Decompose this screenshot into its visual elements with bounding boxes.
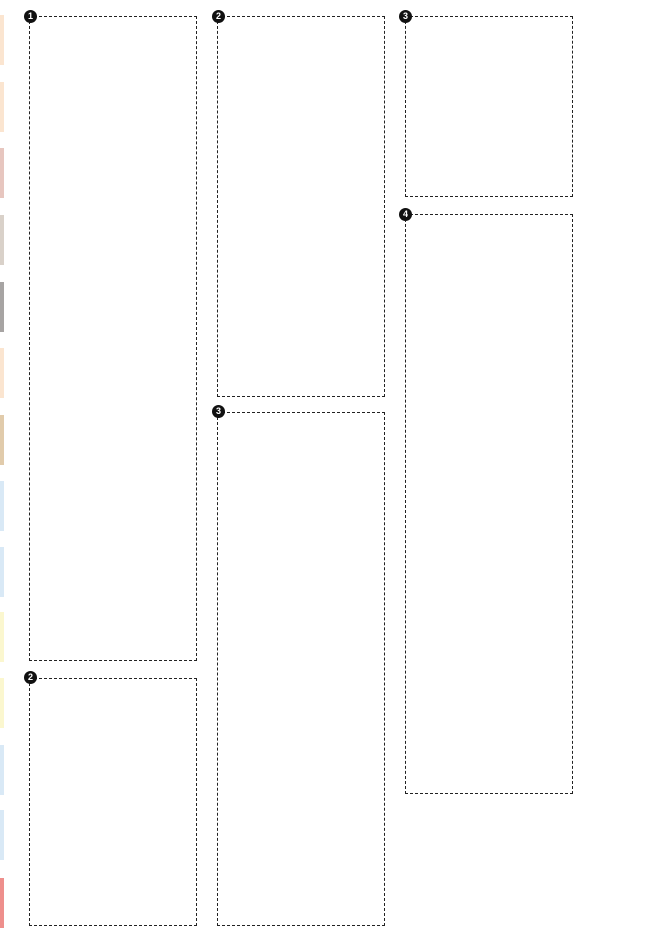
edge-strip (0, 348, 4, 398)
edge-strip (0, 612, 4, 662)
scenario-group-box (217, 412, 385, 926)
scenario-group-box (29, 16, 197, 661)
edge-strip (0, 215, 4, 265)
edge-strip (0, 15, 4, 65)
scenario-number-badge: 2 (212, 10, 225, 23)
scenario-group-box (217, 16, 385, 397)
edge-strip (0, 678, 4, 728)
edge-strip (0, 415, 4, 465)
edge-strip (0, 82, 4, 132)
scenario-group-box (29, 678, 197, 926)
scenario-number-badge: 2 (24, 671, 37, 684)
edge-strip (0, 148, 4, 198)
scenario-number-badge: 3 (399, 10, 412, 23)
scenario-number-badge: 4 (399, 208, 412, 221)
scenario-number-badge: 3 (212, 405, 225, 418)
scenario-group-box (405, 16, 573, 197)
edge-strip (0, 878, 4, 928)
scenario-group-box (405, 214, 573, 794)
edge-strip (0, 481, 4, 531)
scenario-number-badge: 1 (24, 10, 37, 23)
edge-strip (0, 810, 4, 860)
edge-strip (0, 282, 4, 332)
edge-strip (0, 745, 4, 795)
edge-strip (0, 547, 4, 597)
